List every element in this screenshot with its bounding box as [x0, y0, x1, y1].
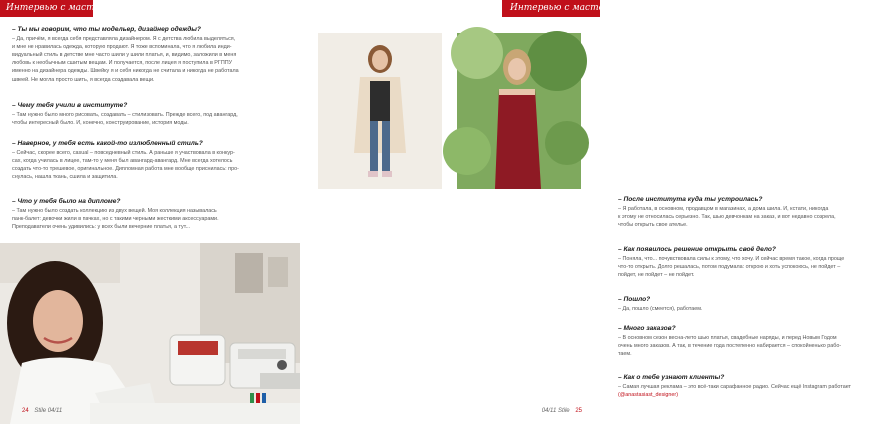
answer-line: – Сейчас, скорее всего, casual – повседневный стиль. А раньше я участвовала в конкур- [12, 149, 235, 156]
left-issue: Stile 04/11 [34, 408, 63, 414]
answer-line: что-то открыть. Долго решалась, потом подумала: открою и хоть успокоюсь, не пойдет – [618, 263, 841, 270]
answer-line: создать что-то трешевое, оригинальное. Дипломная работа мне вообще приснилась: про- [12, 166, 239, 172]
right-qa-5 [618, 374, 884, 399]
right-issue: 04/11 Stile [541, 408, 570, 414]
answer-line: – Поняла, что... почувствовала силы к этому, что хочу. И сейчас время такое, когда проще [618, 255, 845, 262]
question: – Чему тебя учили в институте? [12, 102, 128, 109]
answer-line: снулась, нашла ткань, сшила и защитила. [12, 174, 118, 181]
left-qa-3 [12, 140, 292, 181]
left-page [0, 0, 300, 424]
answer-line: и мне не нравилась одежда, которую продают. Я тоже вспоминала, что я любила инди- [12, 43, 232, 50]
beige-coat-photo [318, 33, 442, 189]
answer-line: очень много заказов. А так, в течение года постепенно набирается – спокойненько рабо- [618, 342, 842, 349]
left-qa-2 [12, 102, 292, 127]
right-folio [542, 408, 586, 414]
answer-line [618, 391, 884, 399]
question: – Что у тебя было на дипломе? [12, 198, 121, 205]
instagram-link[interactable]: (@anastasiast_designer) [618, 391, 679, 398]
left-page-number: 24 [22, 408, 29, 414]
left-qa-4 [12, 198, 292, 231]
right-qa-2 [618, 246, 884, 279]
right-qa-3 [618, 296, 884, 313]
answer-line: – Там нужно было много рисовать, создавать – стилизовать. Прежде всего, под авангард, [12, 111, 238, 118]
answer-line: – Там нужно было создать коллекцию из двух вещей. Моя коллекция называлась [12, 207, 217, 214]
question: – Ты мы говорим, что ты модельер, дизайнер одежды? [12, 26, 201, 33]
answer-line: к этому не относилась серьезно. Так, шью девчонкам на заказ, и вот недавно созрела, [618, 213, 836, 220]
answer-line: чтобы интересный было. И, конечно, конструирование, история моды. [12, 119, 189, 126]
question: – Наверное, у тебя есть какой-то излюбленный стиль? [12, 140, 203, 147]
right-header-bar [502, 0, 623, 17]
right-qa-4 [618, 325, 884, 358]
answer-line: – В основном сезон весна-лето шью платья, свадебные наряды, и перед Новым Годом [618, 334, 837, 341]
right-page [300, 0, 851, 424]
left-qa-1 [12, 26, 292, 84]
answer-line: таем. [618, 351, 632, 357]
question: – Пошло? [618, 296, 651, 303]
question: – Как появилось решение открыть своё дело? [618, 246, 776, 253]
answer-line: сах, когда училась в лицее, там-то у меня был авангард-авангард. Мне всегда хотелось [12, 157, 233, 164]
answer-line: – Да, пошло (смеется), работаем. [618, 305, 703, 312]
red-dress-photo [457, 33, 581, 189]
right-header-title: Интервью с мастером [510, 3, 623, 13]
answer-line: пойдет, не пойдет – не пойдет. [618, 272, 695, 278]
question: – Как о тебе узнают клиенты? [618, 374, 725, 381]
left-header-bar [0, 0, 119, 17]
answer-line: видуальный стиль в детстве мне часто шили у шили платья, и, видимо, заложили в меня [12, 52, 237, 58]
question: – После института куда ты устроилась? [618, 196, 763, 203]
answer-line: панк-балет: девочки жили в пачках, но с такими черными жесткими аксессуарами. [12, 215, 219, 222]
answer-line: любовь к необычным сшитым вещам. И получается, после лицея я поступила в РГППУ [12, 60, 232, 67]
answer-line: – Я работала, в основном, продавцом в магазинах, а дома шила. И, кстати, никогда [618, 205, 829, 212]
answer-line: – Самая лучшая реклама – это всё-таки сарафанное радио. Сейчас ещё Instagram работает [618, 383, 851, 390]
answer-line: чтобы открыть свое ателье. [618, 222, 688, 228]
question: – Много заказов? [618, 325, 676, 332]
left-folio [18, 408, 62, 414]
answer-line: именно на дизайнера одежды. Швейку я и себя никогда не считала и никогда не работала [12, 68, 239, 75]
right-qa-1 [618, 196, 884, 229]
designer-workshop-photo [0, 243, 300, 424]
answer-line: – Да, причём, я всегда себя представляла дизайнером. Я с детства любила выделяться, [12, 35, 236, 42]
answer-line: швеей. Не могла просто шить, я всегда создавала вещи. [12, 76, 155, 83]
left-header-title: Интервью с мастером [6, 3, 119, 13]
answer-line: Преподаватели очень удивились: у всех были вечерние платья, а тут... [12, 224, 191, 230]
right-page-number: 25 [575, 408, 582, 414]
